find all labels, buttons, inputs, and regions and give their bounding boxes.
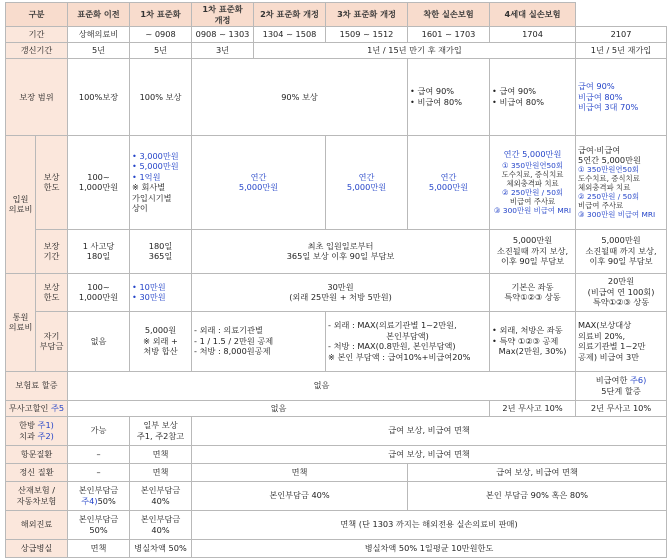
list-item: - 처방 : MAX(0.8만원, 본인부담액): [328, 341, 456, 351]
cell-heading: 연간 5,000만원: [503, 148, 562, 159]
table-cell: 3년: [192, 43, 254, 59]
row-label: [6, 416, 68, 445]
cell-heading: 급여·비급여 5연간 5,000만원: [578, 144, 641, 165]
table-cell: 1304 ~ 1508: [254, 27, 326, 43]
renewal-row: [6, 43, 667, 59]
table-cell: [68, 481, 130, 510]
list-item: 비급여 주사료: [509, 197, 556, 207]
table-cell: 20만원 (비급여 연 100회) 특약①②③ 상동: [576, 273, 667, 311]
header-cell: 3차 표준화 개정: [326, 3, 408, 27]
list-item: • 5,000만원: [132, 161, 179, 171]
list-item: 비급여 3대 70%: [578, 102, 639, 112]
footnote-ref: 주2): [37, 430, 54, 441]
list-item: • 외래, 처방은 좌동: [492, 325, 563, 336]
header-cell: 1차 표준화: [130, 3, 192, 27]
list-item: - 처방 : 8,000원공제: [194, 346, 271, 357]
header-cell: 4세대 실손보험: [490, 3, 576, 27]
outpatient-deductible-row: [6, 311, 667, 371]
list-item: - 외래 : 의료기관별: [194, 325, 263, 336]
list-item: • 특약 ①②③ 공제: [492, 335, 559, 346]
row-label: 항문질환: [6, 445, 68, 463]
industrial-auto-row: [6, 481, 667, 510]
table-cell: 100~ 1,000만원: [68, 135, 130, 229]
list-item: 체외충격파 치료: [578, 182, 631, 192]
table-cell: 상해의료비: [68, 27, 130, 43]
label-text: 무사고할인: [8, 402, 52, 413]
table-cell: 0908 ~ 1303: [192, 27, 254, 43]
list-item: - 1 / 1.5 / 2만원 공제: [194, 335, 274, 346]
list-item: • 3,000만원: [132, 150, 179, 161]
list-item: 비급여 주사료: [578, 201, 624, 211]
period-row: [6, 27, 667, 43]
table-cell: 본인부담금 50%: [68, 510, 130, 539]
table-cell: 없음: [68, 400, 490, 416]
table-cell: 본인부담금 40%: [130, 510, 192, 539]
table-cell: [490, 135, 576, 229]
row-label: 보상 한도: [36, 273, 68, 311]
table-cell: 100% 보상: [130, 59, 192, 136]
list-item: • 급여 90%: [410, 86, 455, 97]
table-cell: 면책: [130, 463, 192, 481]
table-cell: 기본은 좌동 특약①②③ 상동: [490, 273, 576, 311]
table-cell: [130, 273, 192, 311]
list-item: • 1억원: [132, 171, 161, 182]
list-item: 체외충격파 치료: [506, 178, 559, 188]
list-item: 비급여 80%: [578, 91, 623, 102]
overseas-care-row: [6, 510, 667, 539]
table-cell: 5년: [130, 43, 192, 59]
table-cell: 연간 5,000만원: [326, 135, 408, 229]
list-item: ① 350만원연50회: [501, 160, 564, 170]
table-cell: 2107: [576, 27, 667, 43]
table-cell: 90% 보상: [192, 59, 408, 136]
row-label: 상급병실: [6, 539, 68, 557]
table-cell: 2년 무사고 10%: [576, 400, 667, 416]
list-item: ① 350만원연50회: [578, 164, 640, 174]
header-cell: 구분: [6, 3, 68, 27]
table-cell: 본인부담금 40%: [192, 481, 408, 510]
row-label: 정신 질환: [6, 463, 68, 481]
cell-note: ※ 회사별 가입시기별 상이: [132, 182, 172, 213]
table-cell: 병실차액 50% 1일평균 10만원한도: [192, 539, 667, 557]
header-cell: 1차 표준화 개정: [192, 3, 254, 27]
table-cell: 연간 5,000만원: [192, 135, 326, 229]
row-label: 자기 부담금: [36, 311, 68, 371]
list-item: • 비급여 80%: [492, 96, 544, 107]
coverage-scope-row: [6, 59, 667, 136]
table-cell: ~ 0908: [130, 27, 192, 43]
table-cell: [576, 135, 667, 229]
list-item: 도수치료, 증식치료: [578, 173, 640, 183]
table-cell: [326, 311, 490, 371]
table-cell: 병실차액 50%: [130, 539, 192, 557]
row-label: 갱신기간: [6, 43, 68, 59]
table-cell: 5,000만원 소진될때 까지 보상, 이후 90일 부담보: [490, 229, 576, 273]
header-row: [6, 3, 667, 27]
table-cell: 일부 보상 주1, 주2참고: [130, 416, 192, 445]
list-item: ② 250만원 / 50회: [501, 188, 564, 197]
row-label: [6, 400, 68, 416]
table-cell: 1704: [490, 27, 576, 43]
list-item: ※ 본인 부담액 : 급여10%+비급여20%: [328, 351, 471, 362]
row-label: 보험료 할증: [6, 371, 68, 400]
oriental-dental-row: [6, 416, 667, 445]
list-item: 급여 90%: [578, 81, 615, 91]
row-label: 보상 한도: [36, 135, 68, 229]
list-item: ③ 300만원 비급여 MRI: [578, 210, 656, 220]
table-cell: 1년 / 15년 만기 후 재가입: [254, 43, 576, 59]
table-cell: [192, 311, 326, 371]
table-cell: 면책: [130, 445, 192, 463]
table-cell: 1601 ~ 1703: [408, 27, 490, 43]
table-cell: 30만원 (외래 25만원 + 처방 5만원): [192, 273, 490, 311]
row-label: 산재보험 / 자동차보험: [6, 481, 68, 510]
table-cell: 5,000만원 소진될때 까지 보상, 이후 90일 부담보: [576, 229, 667, 273]
table-cell: 100~ 1,000만원: [68, 273, 130, 311]
list-item: ② 250만원 / 50회: [578, 192, 640, 201]
group-label: 입원 의료비: [6, 135, 36, 273]
table-cell: [408, 59, 490, 136]
table-cell: 본인부담금 40%: [130, 481, 192, 510]
label-text: 치과: [19, 430, 38, 441]
table-cell: 180일 365일: [130, 229, 192, 273]
list-item: • 급여 90%: [492, 86, 537, 97]
table-cell: 1년 / 5년 재가입: [576, 43, 667, 59]
table-cell: 급여 보상, 비급여 면책: [408, 463, 667, 481]
row-label: 해외진료: [6, 510, 68, 539]
table-cell: 면책 (단 1303 까지는 해외전용 실손의료비 판매): [192, 510, 667, 539]
footnote-ref: 주6): [629, 375, 647, 385]
anal-disease-row: [6, 445, 667, 463]
table-cell: 없음: [68, 311, 130, 371]
outpatient-limit-row: [6, 273, 667, 311]
table-cell: 없음: [68, 371, 576, 400]
inpatient-limit-row: [6, 135, 667, 229]
no-claim-discount-row: [6, 400, 667, 416]
row-label: 기간: [6, 27, 68, 43]
table-cell: 급여 보상, 비급여 면책: [192, 445, 667, 463]
list-item: Max(2만원, 30%): [498, 346, 567, 357]
table-cell: 면책: [192, 463, 408, 481]
table-cell: MAX(보상대상 의료비 20%, 의료기관별 1~2만 공제) 비급여 3만: [576, 311, 667, 371]
label-text: 한방: [19, 420, 38, 430]
premium-surcharge-row: [6, 371, 667, 400]
table-cell: 가능: [68, 416, 130, 445]
header-cell: 2차 표준화 개정: [254, 3, 326, 27]
table-cell: 5,000원 ※ 외래 + 처방 합산: [130, 311, 192, 371]
footnote-ref: 주4): [81, 495, 98, 506]
header-cell: 착한 실손보험: [408, 3, 490, 27]
table-cell: 본인 부담금 90% 혹은 80%: [408, 481, 667, 510]
list-item: - 외래 : MAX(의료기관별 1~2만원,: [328, 320, 457, 330]
row-label: 보장 기간: [36, 229, 68, 273]
table-cell: 급여 보상, 비급여 면책: [192, 416, 667, 445]
table-cell: 연간 5,000만원: [408, 135, 490, 229]
table-cell: –: [68, 445, 130, 463]
list-item: • 10만원: [132, 281, 166, 292]
list-item: • 30만원: [132, 292, 166, 302]
table-cell: –: [68, 463, 130, 481]
cell-text: 5단계 할증: [601, 385, 641, 396]
cell-text: 본인부담금: [78, 485, 119, 495]
table-cell: 5년: [68, 43, 130, 59]
table-cell: [490, 311, 576, 371]
list-item: ③ 300만원 비급여 MRI: [493, 206, 572, 216]
comparison-table: [5, 2, 667, 558]
table-cell: 2년 무사고 10%: [490, 400, 576, 416]
table-cell: 1509 ~ 1512: [326, 27, 408, 43]
cell-text: 비급여한: [595, 375, 630, 385]
table-cell: [130, 135, 192, 229]
table-cell: 면책: [68, 539, 130, 557]
mental-illness-row: [6, 463, 667, 481]
group-label: 통원 의료비: [6, 273, 36, 371]
table-cell: [490, 59, 576, 136]
table-cell: [576, 371, 667, 400]
header-cell: 표준화 이전: [68, 3, 130, 27]
footnote-ref: 주1): [37, 420, 54, 430]
list-item: 도수치료, 증식치료: [501, 169, 564, 179]
list-item: 본인부담액): [386, 330, 429, 341]
table-cell: 1 사고당 180일: [68, 229, 130, 273]
table-cell: 최초 입원일로부터 365일 보상 이후 90일 부담보: [192, 229, 490, 273]
table-cell: 100%보장: [68, 59, 130, 136]
table-cell: [576, 59, 667, 136]
footnote-ref: 주5: [51, 402, 65, 413]
row-label: 보장 범위: [6, 59, 68, 136]
inpatient-period-row: [6, 229, 667, 273]
upper-ward-row: [6, 539, 667, 557]
list-item: • 비급여 80%: [410, 96, 462, 107]
cell-text: 50%: [97, 495, 116, 506]
